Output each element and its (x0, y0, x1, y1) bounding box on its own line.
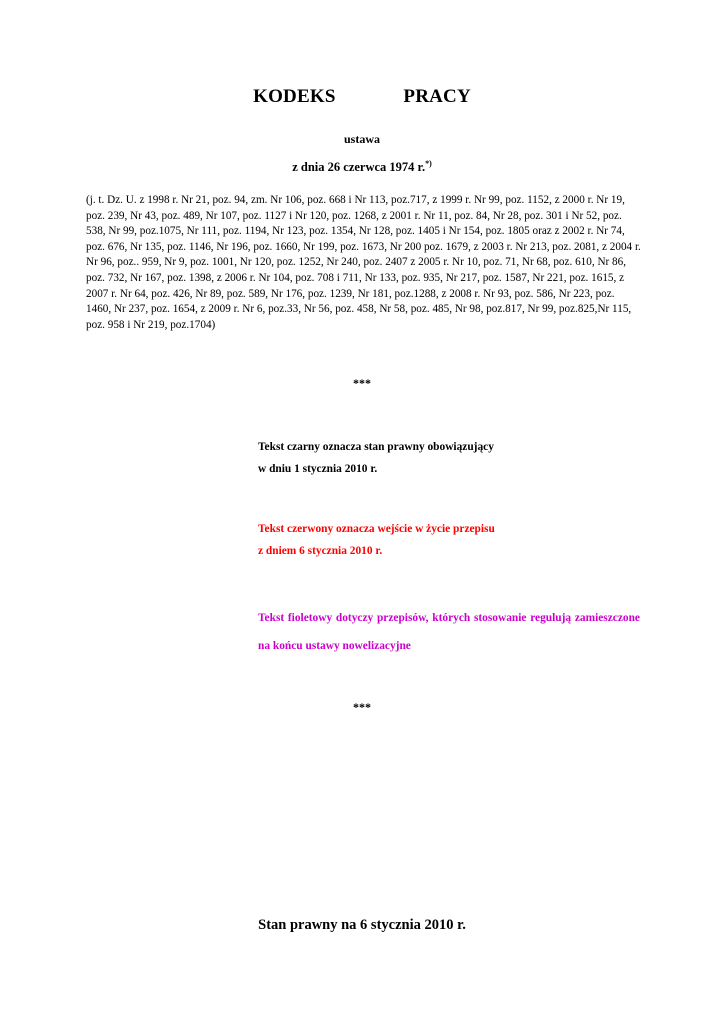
document-date (0, 160, 724, 175)
separator-stars: *** (353, 376, 371, 390)
document-title: KODEKS PRACY (253, 86, 471, 107)
document-subtitle: ustawa (343, 132, 380, 146)
legend-black-line-2: w dniu 1 stycznia 2010 r. (258, 463, 378, 475)
legend-red-line-2: z dniem 6 stycznia 2010 r. (258, 545, 383, 557)
legend-red-line-1: Tekst czerwony oznacza wejście w życie przepisu (258, 523, 495, 535)
legal-citation: (j. t. Dz. U. z 1998 r. Nr 21, poz. 94, zm. Nr 106, poz. 668 i Nr 113, poz.717, z 1999 r. Nr 99, poz. 1152, z 2000 r. Nr 19, poz. 239, Nr 43, poz. 489, Nr 107, poz. 1127 i Nr 120, poz. 1268, z 2001 r. Nr 11, poz. 84, Nr 28, poz. 301 i Nr 52, poz. 538, Nr 99, poz.1075, Nr 111, poz. 1194, Nr 123, poz. 1354, Nr 128, poz. 1405 i Nr 154, poz. 1805 oraz z 2002 r. Nr 74, poz. 676, Nr 135, poz. 1146, Nr 196, poz. 1660, Nr 199, poz. 1673, Nr 200 poz. 1679, z 2003 r. Nr 213, poz. 2081, z 2004 r. Nr 96, poz.. 959, Nr 9, poz. 1001, Nr 120, poz. 1252, Nr 240, poz. 2407 z 2005 r. Nr 10, poz. 71, Nr 68, poz. 610, Nr 86, poz. 732, Nr 167, poz. 1398, z 2006 r. Nr 104, poz. 708 i 711, Nr 133, poz. 935, Nr 217, poz. 1587, Nr 221, poz. 1615, z 2007 r. Nr 64, poz. 426, Nr 89, poz. 589, Nr 176, poz. 1239, Nr 181, poz.1288, z 2008 r. Nr 93, poz. 586, Nr 223, poz. 1460, Nr 237, poz. 1654, z 2009 r. Nr 6, poz.33, Nr 56, poz. 458, Nr 58, poz. 485, Nr 98, poz.817, Nr 99, poz.825,Nr 115, poz. 958 i Nr 219, poz.1704) (86, 194, 641, 331)
legend-red-text (258, 518, 640, 562)
legend-black-line-1: Tekst czarny oznacza stan prawny obowiązujący (258, 441, 494, 453)
legal-status-footer: Stan prawny na 6 stycznia 2010 r. (258, 917, 466, 933)
date-text: z dnia 26 czerwca 1974 r. (292, 160, 426, 174)
separator-stars-2: *** (353, 700, 371, 714)
legend-purple-text: Tekst fioletowy dotyczy przepisów, których stosowanie regulują zamieszczone na końcu ustawy nowelizacyjne (258, 612, 640, 652)
date-footnote-marker: *) (425, 158, 432, 168)
legend-black-text (258, 436, 640, 480)
